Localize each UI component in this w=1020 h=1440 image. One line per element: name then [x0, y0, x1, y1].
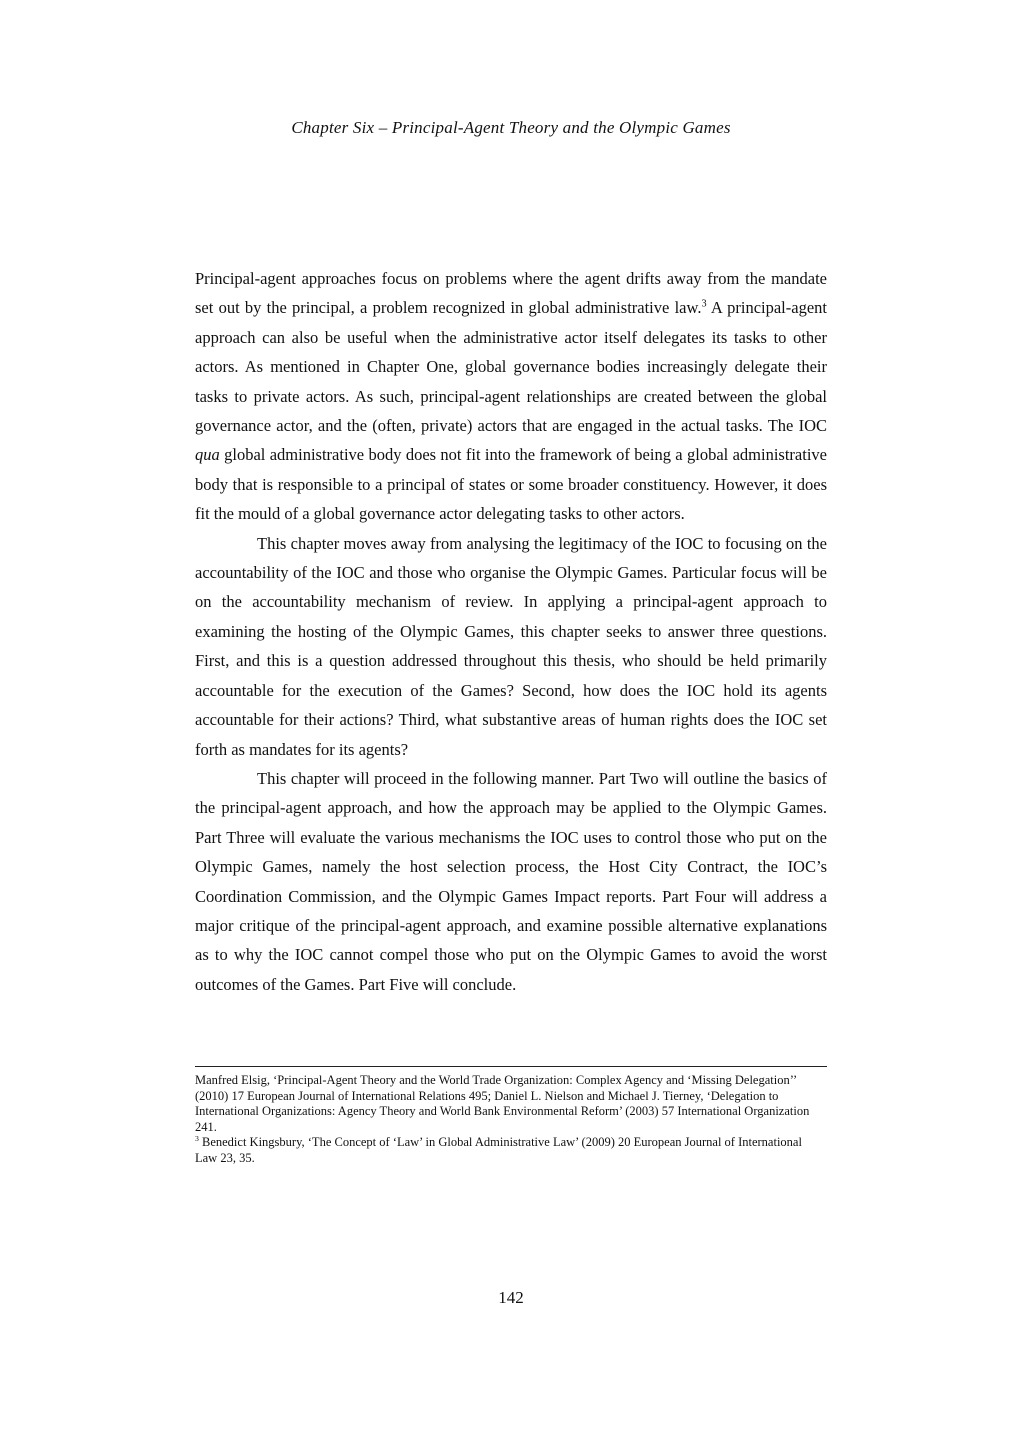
footnote-continuation: Manfred Elsig, ‘Principal-Agent Theory and the World Trade Organization: Complex Agency and ‘Missing Delegation’’ (2010) 17 European Journal of International Relations 495; Daniel L. Nielson and Michael J. Tierney, ‘Delegation to International Organizations: Agency Theory and World Bank Environmental Reform’ (2003) 57 International Organization 241. [195, 1073, 810, 1134]
body-text [195, 264, 827, 999]
p1-text-b: A principal-agent approach can also be useful when the administrative actor itself delegates its tasks to other actors. As mentioned in Chapter One, global governance bodies increasingly delegate their tasks to private actors. As such, principal-agent relationships are created between the global governance actor, and the (often, private) actors that are engaged in the actual tasks. The IOC [195, 298, 827, 436]
footnote-divider [195, 1066, 827, 1067]
footnote-ref-3: 3 [701, 298, 707, 310]
paragraph-3: This chapter will proceed in the following manner. Part Two will outline the basics of the principal-agent approach, and how the approach may be applied to the Olympic Games. Part Three will evaluate the various mechanisms the IOC uses to control those who put on the Olympic Games, namely the host selection process, the Host City Contract, the IOC’s Coordination Commission, and the Olympic Games Impact reports. Part Four will address a major critique of the principal-agent approach, and examine possible alternative explanations as to why the IOC cannot compel those who put on the Olympic Games to avoid the worst outcomes of the Games. Part Five will conclude. [195, 768, 827, 994]
chapter-header: Chapter Six – Principal-Agent Theory and the Olympic Games [291, 118, 731, 137]
p1-text-c: global administrative body does not fit into the framework of being a global administrative body that is responsible to a principal of states or some broader constituency. However, it does fit the mould of a global governance actor delegating tasks to other actors. [195, 445, 827, 524]
footnote-3-text: Benedict Kingsbury, ‘The Concept of ‘Law’ in Global Administrative Law’ (2009) 20 European Journal of International Law 23, 35. [195, 1135, 802, 1165]
page-number: 142 [498, 1288, 524, 1307]
paragraph-1 [195, 264, 827, 529]
p1-italic-qua: qua [195, 445, 220, 465]
paragraph-2: This chapter moves away from analysing the legitimacy of the IOC to focusing on the accountability of the IOC and those who organise the Olympic Games. Particular focus will be on the accountability mechanism of review. In applying a principal-agent approach to examining the hosting of the Olympic Games, this chapter seeks to answer three questions. First, and this is a question addressed throughout this thesis, who should be held primarily accountable for the execution of the Games? Second, how does the IOC hold its agents accountable for their actions? Third, what substantive areas of human rights does the IOC set forth as mandates for its agents? [195, 533, 827, 759]
footnote-3 [195, 1135, 827, 1166]
p1-text-a: Principal-agent approaches focus on problems where the agent drifts away from the mandate set out by the principal, a problem recognized in global administrative law. [195, 269, 827, 318]
footnote-area [195, 1066, 827, 1167]
footnote-3-marker: 3 [195, 1134, 199, 1144]
